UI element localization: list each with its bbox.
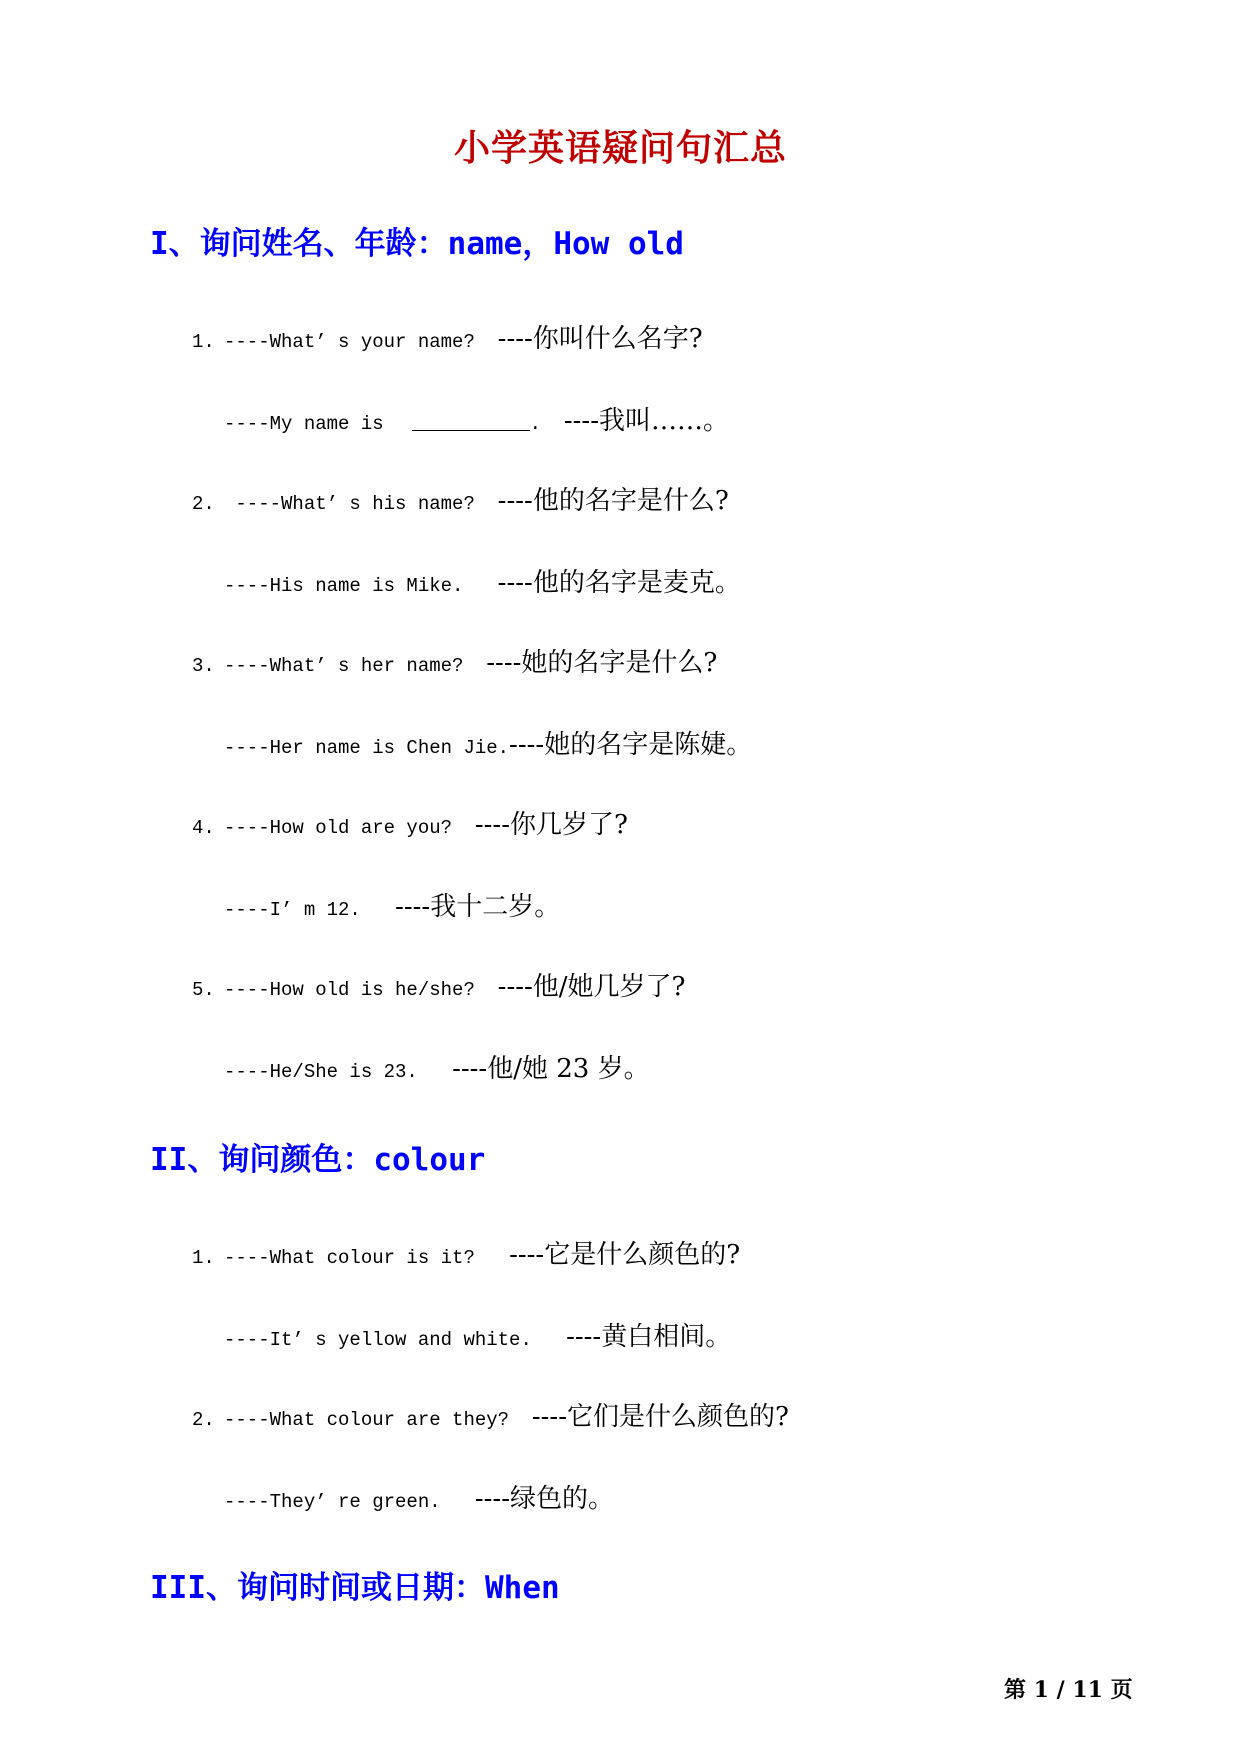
- english-question: ----What’ s her name?: [224, 655, 464, 677]
- s1-a4: [224, 894, 560, 920]
- chinese-translation: ----她的名字是什么?: [486, 648, 718, 678]
- english-question: ----How old is he/she?: [224, 979, 475, 1001]
- page-footer: 第 1 / 11 页: [1004, 1677, 1133, 1703]
- section-heading-3: III、询问时间或日期：When: [150, 1570, 560, 1606]
- chinese-translation: ----你叫什么名字?: [497, 324, 703, 354]
- section-heading-1: I、询问姓名、年龄：name，How old: [150, 226, 684, 262]
- english-answer: ----He/She is 23.: [224, 1061, 418, 1083]
- chinese-translation: ----他的名字是麦克。: [497, 568, 741, 598]
- s1-a1: [224, 408, 729, 434]
- s2-q1: [192, 1242, 740, 1268]
- english-answer: ----It’ s yellow and white.: [224, 1329, 532, 1351]
- section-heading-2: II、询问颜色：colour: [150, 1142, 486, 1178]
- s1-q3: [192, 650, 717, 676]
- item-number: 1.: [192, 331, 215, 353]
- chinese-translation: ----我叫……。: [563, 406, 730, 436]
- chinese-translation: ----他的名字是什么?: [497, 486, 729, 516]
- item-number: 3.: [192, 655, 215, 677]
- item-number: 5.: [192, 979, 215, 1001]
- item-number: 1.: [192, 1247, 215, 1269]
- chinese-translation: ----它是什么颜色的?: [509, 1240, 741, 1270]
- chinese-translation: ----我十二岁。: [395, 892, 561, 922]
- fill-blank: [412, 412, 530, 431]
- item-number: 4.: [192, 817, 215, 839]
- s1-a3: [224, 732, 752, 758]
- s1-a2: [224, 570, 741, 596]
- page-title: 小学英语疑问句汇总: [453, 127, 787, 169]
- s2-a2: [224, 1486, 614, 1512]
- english-question: ----What’ s his name?: [235, 493, 475, 515]
- chinese-translation: ----他/她 23 岁。: [452, 1054, 650, 1084]
- answer-tail: .: [529, 413, 542, 435]
- chinese-translation: ----她的名字是陈婕。: [509, 730, 753, 760]
- chinese-translation: ----黄白相间。: [566, 1322, 732, 1352]
- s2-q2: [192, 1404, 789, 1430]
- english-question: ----What colour are they?: [224, 1409, 510, 1431]
- chinese-translation: ----绿色的。: [474, 1484, 615, 1514]
- item-number: 2.: [192, 1409, 215, 1431]
- english-question: ----What’ s your name?: [224, 331, 475, 353]
- english-answer: ----His name is Mike.: [224, 575, 464, 597]
- english-question: ----How old are you?: [224, 817, 453, 839]
- s1-q4: [192, 812, 628, 838]
- chinese-translation: ----他/她几岁了?: [497, 972, 686, 1002]
- english-question: ----What colour is it?: [224, 1247, 475, 1269]
- s2-a1: [224, 1324, 731, 1350]
- chinese-translation: ----它们是什么颜色的?: [531, 1402, 789, 1432]
- english-answer: ----My name is: [224, 413, 384, 435]
- s1-q2: [192, 488, 729, 514]
- s1-q1: [192, 326, 703, 352]
- s1-a5: [224, 1056, 650, 1082]
- chinese-translation: ----你几岁了?: [474, 810, 628, 840]
- english-answer: ----Her name is Chen Jie.: [224, 737, 510, 759]
- english-answer: ----They’ re green.: [224, 1491, 441, 1513]
- english-answer: ----I’ m 12.: [224, 899, 361, 921]
- item-number: 2.: [192, 493, 215, 515]
- s1-q5: [192, 974, 686, 1000]
